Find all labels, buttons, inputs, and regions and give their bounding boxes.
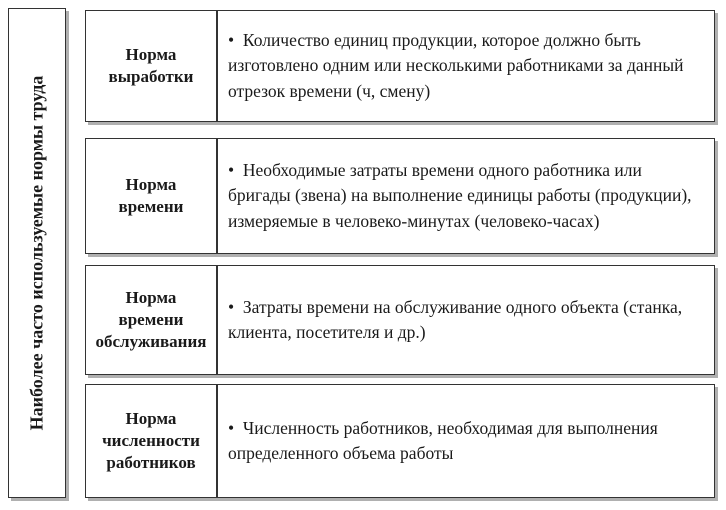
norm-label-text: Норма выработки (108, 44, 194, 86)
norm-description-text (228, 158, 704, 234)
description-body: Необходимые затраты времени одного работника или бригады (звена) на выполнение единицы работы (продукции), измеряемые в человеко-минутах (человеко-часах) (228, 159, 692, 231)
norm-description-text (228, 28, 704, 104)
category-box (8, 8, 66, 498)
norm-label-time (85, 138, 217, 254)
norm-description-headcount (217, 384, 715, 498)
description-body: Затраты времени на обслуживание одного объекта (станка, клиента, посетителя и др.) (228, 296, 683, 342)
norm-label-output (85, 10, 217, 122)
norm-label-headcount (85, 384, 217, 498)
norm-label-text: Норма времени (118, 174, 184, 216)
bullet-icon: • (228, 159, 235, 180)
norm-description-text (228, 295, 704, 346)
norm-description-service-time (217, 265, 715, 375)
description-body: Количество единиц продукции, которое должно быть изготовлено одним или несколькими работниками за данный отрезок времени (ч, смену) (228, 29, 684, 101)
description-body: Численность работников, необходимая для выполнения определенного объема работы (228, 417, 658, 463)
bullet-icon: • (228, 296, 235, 317)
bullet-icon: • (228, 29, 235, 50)
norm-description-text (228, 416, 704, 467)
norm-description-output (217, 10, 715, 122)
norm-label-service-time (85, 265, 217, 375)
bullet-icon: • (228, 417, 235, 438)
norm-label-text: Норма времени обслуживания (95, 287, 207, 352)
category-title: Наиболее часто используемые нормы труда (26, 75, 47, 431)
norm-label-text: Норма численности работников (102, 408, 200, 473)
norm-description-time (217, 138, 715, 254)
